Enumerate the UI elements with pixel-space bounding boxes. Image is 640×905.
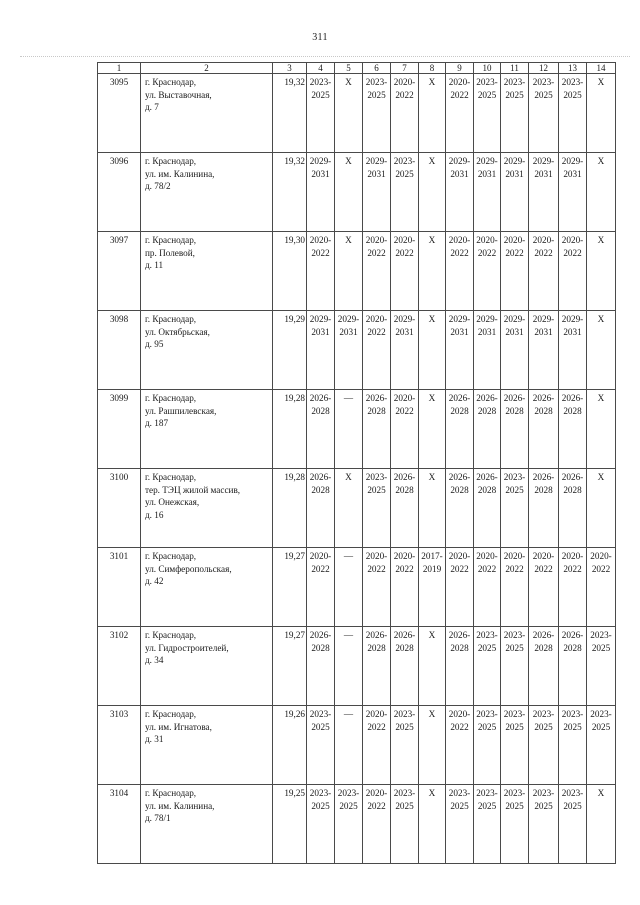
period-cell-col-11: 2023- 2025: [501, 74, 529, 153]
period-cell-col-9: 2026- 2028: [446, 390, 474, 469]
period-cell-col-10: 2029- 2031: [474, 311, 501, 390]
period-cell-col-12: 2026- 2028: [529, 627, 559, 706]
column-number-3: 3: [273, 63, 307, 74]
address-cell: [141, 627, 273, 706]
address-line: ул. Гидростроителей,: [145, 642, 229, 653]
period-cell-col-4: 2026- 2028: [307, 627, 335, 706]
period-cell-col-7: 2026- 2028: [391, 627, 419, 706]
address-cell: [141, 390, 273, 469]
value-cell: 19,27: [273, 548, 307, 627]
row-id: 3099: [98, 390, 141, 469]
period-cell-col-13: 2023- 2025: [559, 706, 587, 785]
period-cell-col-7: 2020- 2022: [391, 74, 419, 153]
address-line: ул. им. Калинина,: [145, 168, 215, 179]
period-cell-col-12: 2029- 2031: [529, 153, 559, 232]
value-cell: 19,26: [273, 706, 307, 785]
address-line: г. Краснодар,: [145, 156, 197, 166]
table-row: [98, 627, 616, 706]
address-line: д. 42: [145, 576, 164, 586]
row-id: 3095: [98, 74, 141, 153]
period-cell-col-7: 2029- 2031: [391, 311, 419, 390]
period-cell-col-7: 2023- 2025: [391, 785, 419, 864]
period-cell-col-8: X: [419, 74, 446, 153]
period-cell-col-5: —: [335, 548, 363, 627]
period-cell-col-13: 2026- 2028: [559, 627, 587, 706]
period-cell-col-14: X: [587, 311, 616, 390]
period-cell-col-7: 2020- 2022: [391, 548, 419, 627]
period-cell-col-13: 2029- 2031: [559, 311, 587, 390]
address-line: г. Краснодар,: [145, 551, 197, 561]
table-row: [98, 785, 616, 864]
period-cell-col-5: —: [335, 706, 363, 785]
period-cell-col-14: X: [587, 232, 616, 311]
period-cell-col-14: 2020- 2022: [587, 548, 616, 627]
period-cell-col-6: 2020- 2022: [363, 232, 391, 311]
address-cell: [141, 232, 273, 311]
address-line: д. 78/2: [145, 181, 171, 191]
column-number-9: 9: [446, 63, 474, 74]
period-cell-col-6: 2020- 2022: [363, 785, 391, 864]
period-cell-col-14: X: [587, 74, 616, 153]
row-id: 3100: [98, 469, 141, 548]
address-line: д. 187: [145, 418, 169, 428]
period-cell-col-7: 2026- 2028: [391, 469, 419, 548]
address-line: д. 78/1: [145, 813, 171, 823]
period-cell-col-12: 2023- 2025: [529, 785, 559, 864]
period-cell-col-9: 2020- 2022: [446, 232, 474, 311]
table-row: [98, 74, 616, 153]
row-id: 3097: [98, 232, 141, 311]
period-cell-col-11: 2023- 2025: [501, 785, 529, 864]
value-cell: 19,27: [273, 627, 307, 706]
period-cell-col-8: X: [419, 785, 446, 864]
period-cell-col-5: —: [335, 627, 363, 706]
row-id: 3103: [98, 706, 141, 785]
period-cell-col-9: 2020- 2022: [446, 74, 474, 153]
period-cell-col-8: X: [419, 390, 446, 469]
period-cell-col-12: 2026- 2028: [529, 390, 559, 469]
address-line: ул. Онежская,: [145, 497, 200, 507]
column-number-11: 11: [501, 63, 529, 74]
period-cell-col-4: 2026- 2028: [307, 469, 335, 548]
period-cell-col-4: 2020- 2022: [307, 232, 335, 311]
header-divider: [20, 56, 630, 57]
period-cell-col-14: 2023- 2025: [587, 706, 616, 785]
address-line: г. Краснодар,: [145, 393, 197, 403]
period-cell-col-10: 2026- 2028: [474, 469, 501, 548]
address-cell: [141, 153, 273, 232]
address-cell: [141, 706, 273, 785]
address-cell: [141, 548, 273, 627]
table-row: [98, 706, 616, 785]
period-cell-col-11: 2029- 2031: [501, 153, 529, 232]
period-cell-col-5: X: [335, 232, 363, 311]
period-cell-col-9: 2029- 2031: [446, 153, 474, 232]
value-cell: 19,28: [273, 469, 307, 548]
period-cell-col-12: 2020- 2022: [529, 548, 559, 627]
column-number-2: 2: [141, 63, 273, 74]
period-cell-col-14: X: [587, 785, 616, 864]
period-cell-col-10: 2023- 2025: [474, 74, 501, 153]
schedule-table: [97, 62, 616, 864]
period-cell-col-10: 2023- 2025: [474, 706, 501, 785]
address-cell: [141, 74, 273, 153]
period-cell-col-8: X: [419, 469, 446, 548]
table-row: [98, 548, 616, 627]
address-line: ул. Симферопольская,: [145, 563, 232, 574]
value-cell: 19,28: [273, 390, 307, 469]
table-row: [98, 232, 616, 311]
address-line: г. Краснодар,: [145, 709, 197, 719]
address-line: ул. им. Калинина,: [145, 800, 215, 811]
column-number-5: 5: [335, 63, 363, 74]
period-cell-col-13: 2020- 2022: [559, 232, 587, 311]
period-cell-col-4: 2023- 2025: [307, 74, 335, 153]
column-number-row: [98, 63, 616, 74]
period-cell-col-5: X: [335, 469, 363, 548]
address-line: г. Краснодар,: [145, 788, 197, 798]
period-cell-col-5: 2023- 2025: [335, 785, 363, 864]
address-line: ул. Выставочная,: [145, 89, 212, 100]
period-cell-col-6: 2023- 2025: [363, 74, 391, 153]
period-cell-col-8: X: [419, 706, 446, 785]
period-cell-col-5: 2029- 2031: [335, 311, 363, 390]
period-cell-col-9: 2026- 2028: [446, 627, 474, 706]
period-cell-col-6: 2029- 2031: [363, 153, 391, 232]
period-cell-col-5: X: [335, 153, 363, 232]
table-row: [98, 311, 616, 390]
period-cell-col-13: 2020- 2022: [559, 548, 587, 627]
table-row: [98, 390, 616, 469]
period-cell-col-12: 2023- 2025: [529, 706, 559, 785]
address-cell: [141, 469, 273, 548]
period-cell-col-8: X: [419, 627, 446, 706]
period-cell-col-9: 2023- 2025: [446, 785, 474, 864]
period-cell-col-10: 2020- 2022: [474, 548, 501, 627]
period-cell-col-4: 2023- 2025: [307, 785, 335, 864]
period-cell-col-7: 2020- 2022: [391, 232, 419, 311]
period-cell-col-8: X: [419, 232, 446, 311]
table-body: [98, 63, 616, 864]
address-line: г. Краснодар,: [145, 314, 197, 324]
value-cell: 19,29: [273, 311, 307, 390]
address-line: ул. Октябрьская,: [145, 326, 210, 337]
address-line: ул. Рашпилевская,: [145, 405, 217, 416]
column-number-7: 7: [391, 63, 419, 74]
column-number-8: 8: [419, 63, 446, 74]
period-cell-col-14: X: [587, 390, 616, 469]
column-number-12: 12: [529, 63, 559, 74]
address-line: д. 95: [145, 339, 164, 349]
period-cell-col-7: 2020- 2022: [391, 390, 419, 469]
value-cell: 19,25: [273, 785, 307, 864]
address-line: тер. ТЭЦ жилой массив,: [145, 484, 241, 495]
period-cell-col-4: 2026- 2028: [307, 390, 335, 469]
page-number: 311: [312, 32, 328, 43]
column-number-10: 10: [474, 63, 501, 74]
column-number-4: 4: [307, 63, 335, 74]
period-cell-col-14: X: [587, 153, 616, 232]
period-cell-col-8: 2017- 2019: [419, 548, 446, 627]
row-id: 3098: [98, 311, 141, 390]
address-line: пр. Полевой,: [145, 247, 195, 258]
row-id: 3104: [98, 785, 141, 864]
period-cell-col-6: 2020- 2022: [363, 706, 391, 785]
period-cell-col-6: 2026- 2028: [363, 627, 391, 706]
period-cell-col-8: X: [419, 153, 446, 232]
period-cell-col-5: X: [335, 74, 363, 153]
period-cell-col-12: 2023- 2025: [529, 74, 559, 153]
period-cell-col-11: 2029- 2031: [501, 311, 529, 390]
period-cell-col-6: 2026- 2028: [363, 390, 391, 469]
period-cell-col-4: 2020- 2022: [307, 548, 335, 627]
value-cell: 19,32: [273, 153, 307, 232]
period-cell-col-9: 2026- 2028: [446, 469, 474, 548]
row-id: 3096: [98, 153, 141, 232]
address-cell: [141, 785, 273, 864]
period-cell-col-13: 2026- 2028: [559, 390, 587, 469]
period-cell-col-7: 2023- 2025: [391, 706, 419, 785]
address-line: г. Краснодар,: [145, 472, 197, 482]
period-cell-col-11: 2020- 2022: [501, 232, 529, 311]
address-line: д. 31: [145, 734, 164, 744]
row-id: 3102: [98, 627, 141, 706]
address-line: д. 34: [145, 655, 164, 665]
period-cell-col-12: 2029- 2031: [529, 311, 559, 390]
value-cell: 19,30: [273, 232, 307, 311]
period-cell-col-9: 2020- 2022: [446, 706, 474, 785]
table-row: [98, 153, 616, 232]
address-line: ул. им. Игнатова,: [145, 721, 212, 732]
row-id: 3101: [98, 548, 141, 627]
period-cell-col-4: 2029- 2031: [307, 311, 335, 390]
value-cell: 19,32: [273, 74, 307, 153]
period-cell-col-14: 2023- 2025: [587, 627, 616, 706]
address-line: г. Краснодар,: [145, 235, 197, 245]
column-number-14: 14: [587, 63, 616, 74]
period-cell-col-9: 2029- 2031: [446, 311, 474, 390]
period-cell-col-10: 2023- 2025: [474, 785, 501, 864]
column-number-1: 1: [98, 63, 141, 74]
period-cell-col-6: 2023- 2025: [363, 469, 391, 548]
address-line: д. 16: [145, 509, 164, 520]
period-cell-col-12: 2020- 2022: [529, 232, 559, 311]
address-line: д. 7: [145, 102, 159, 112]
period-cell-col-13: 2026- 2028: [559, 469, 587, 548]
period-cell-col-10: 2020- 2022: [474, 232, 501, 311]
period-cell-col-13: 2029- 2031: [559, 153, 587, 232]
period-cell-col-12: 2026- 2028: [529, 469, 559, 548]
address-line: д. 11: [145, 260, 164, 270]
period-cell-col-13: 2023- 2025: [559, 785, 587, 864]
table-row: [98, 469, 616, 548]
period-cell-col-11: 2026- 2028: [501, 390, 529, 469]
period-cell-col-7: 2023- 2025: [391, 153, 419, 232]
period-cell-col-10: 2026- 2028: [474, 390, 501, 469]
column-number-6: 6: [363, 63, 391, 74]
period-cell-col-9: 2020- 2022: [446, 548, 474, 627]
period-cell-col-6: 2020- 2022: [363, 548, 391, 627]
period-cell-col-14: X: [587, 469, 616, 548]
address-line: г. Краснодар,: [145, 630, 197, 640]
period-cell-col-4: 2029- 2031: [307, 153, 335, 232]
period-cell-col-11: 2023- 2025: [501, 627, 529, 706]
period-cell-col-11: 2020- 2022: [501, 548, 529, 627]
period-cell-col-11: 2023- 2025: [501, 469, 529, 548]
column-number-13: 13: [559, 63, 587, 74]
period-cell-col-10: 2029- 2031: [474, 153, 501, 232]
period-cell-col-4: 2023- 2025: [307, 706, 335, 785]
period-cell-col-5: —: [335, 390, 363, 469]
period-cell-col-10: 2023- 2025: [474, 627, 501, 706]
period-cell-col-11: 2023- 2025: [501, 706, 529, 785]
address-cell: [141, 311, 273, 390]
address-line: г. Краснодар,: [145, 77, 197, 87]
period-cell-col-8: X: [419, 311, 446, 390]
period-cell-col-6: 2020- 2022: [363, 311, 391, 390]
period-cell-col-13: 2023- 2025: [559, 74, 587, 153]
